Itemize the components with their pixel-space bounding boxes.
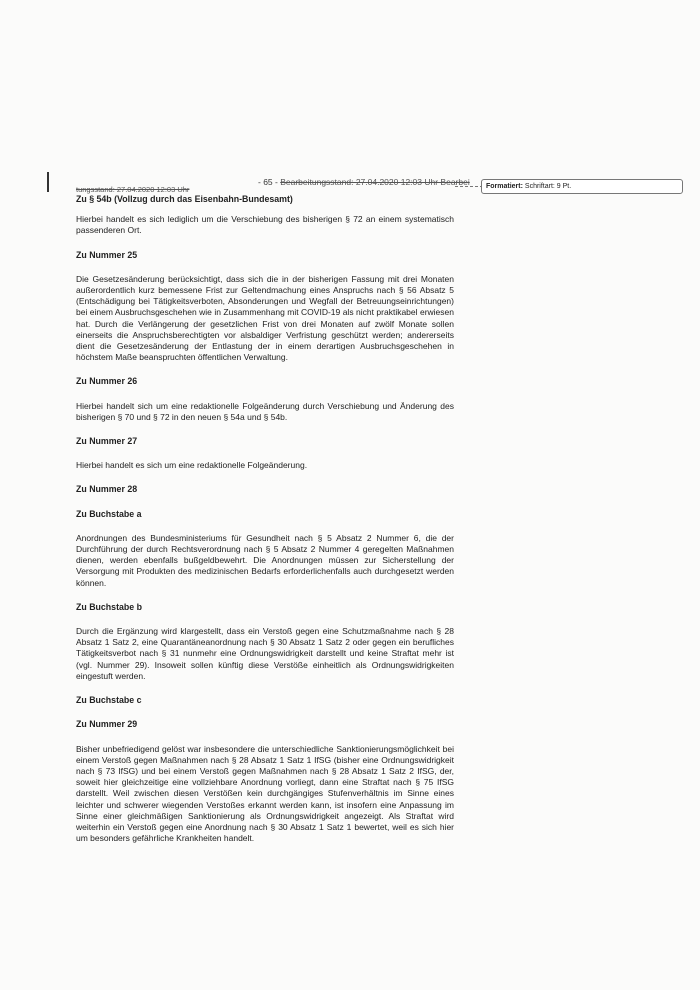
comment-connector-line [455, 186, 483, 187]
section-heading: Zu § 54b (Vollzug durch das Eisenbahn-Bundesamt) [76, 194, 293, 204]
section-heading: Zu Nummer 29 [76, 719, 138, 730]
comment-label: Formatiert: [486, 183, 523, 190]
revision-change-bar [47, 172, 49, 192]
section-heading: Zu Buchstabe a [76, 508, 142, 519]
deleted-revision-stamp: Bearbeitungsstand: 27.04.2020 12:03 Uhr Bearbei [280, 177, 470, 187]
paragraph: Anordnungen des Bundesministeriums für Gesundheit nach § 5 Absatz 2 Nummer 6, die der Durchführung der durch Rechtsverordnung nach § 5 Absatz 2 Nummer 4 geregelten Maßnahmen dienen, werden ebenfalls bußgeldbewehrt. Die Anordnungen müssen zur Sicherstellung der Versorgung mit Produkten des medizinischen Bedarfs erforderlichenfalls auch durchgesetzt werden können. [76, 532, 454, 588]
deleted-header-text: tungsstand: 27.04.2020 12:03 Uhr [76, 185, 190, 194]
formatting-comment-balloon[interactable] [481, 179, 683, 194]
section-heading: Zu Nummer 28 [76, 484, 138, 495]
page-header [258, 177, 470, 187]
section-heading: Zu Nummer 25 [76, 249, 138, 260]
paragraph: Die Gesetzesänderung berücksichtigt, dass sich die in der bisherigen Fassung mit drei Monaten außerordentlich kurz bemessene Frist zur Geltendmachung eines Anspruchs nach § 56 Absatz 5 (Entschädigung bei Tätigkeitsverboten, Absonderungen und Wegfall der Betreuungseinrichtungen) bei einem Ausbruchsgeschehen wie in Zusammenhang mit COVID-19 als nicht praktikabel erwiesen hat. Durch die Verlängerung der gesetzlichen Frist von drei Monaten auf zwölf Monate sollen einerseits die Anspruchsberechtigten vor alsbaldiger Verfristung geschützt werden; andererseits dient die Gesetzesänderung der Entlastung der in einem derartigen Ausbruchsgeschehen in höchstem Maße beanspruchten öffentlichen Verwaltung. [76, 273, 454, 363]
document-body [76, 194, 454, 844]
comment-value: Schriftart: 9 Pt. [522, 183, 572, 190]
section-heading: Zu Buchstabe c [76, 695, 142, 706]
paragraph: Bisher unbefriedigend gelöst war insbesondere die unterschiedliche Sanktionierungsmöglichkeit bei einem Verstoß gegen Maßnahmen nach § 28 Absatz 1 Satz 1 IfSG (bisher eine Ordnungswidrigkeit nach § 73 IfSG) und bei einem Verstoß gegen Maßnahmen nach § 28 Absatz 1 Satz 2 IfSG, der, soweit hier gleichzeitige eine vollziehbare Anordnung vorliegt, dann eine Straftat nach § 75 IfSG darstellt. Weil zwischen diesen Verstößen kein durchgängiges Stufenverhältnis im Sinne eines leichter und schwerer wiegenden Verstoßes erkannt werden kann, ist insofern eine Anpassung im Sinne einer gleichmäßigen Sanktionierung als Ordnungswidrigkeit angezeigt. Als Straftat wird weiterhin ein Verstoß gegen eine Anordnung nach § 30 Absatz 1 Satz 1 bewertet, weil es sich hier um besonders gefährliche Krankheiten handelt. [76, 743, 454, 844]
page-number: - 65 - [258, 177, 278, 187]
paragraph: Hierbei handelt es sich um eine redaktionelle Folgeänderung. [76, 460, 308, 471]
paragraph: Hierbei handelt es sich lediglich um die Verschiebung des bisherigen § 72 an einem systematisch passenderen Ort. [76, 214, 454, 236]
section-heading: Zu Buchstabe b [76, 601, 142, 612]
section-heading: Zu Nummer 26 [76, 376, 138, 387]
paragraph: Hierbei handelt sich um eine redaktionelle Folgeänderung durch Verschiebung und Änderung des bisherigen § 70 und § 72 in den neuen § 54a und § 54b. [76, 400, 454, 422]
paragraph: Durch die Ergänzung wird klargestellt, dass ein Verstoß gegen eine Schutzmaßnahme nach § 28 Absatz 1 Satz 2, eine Quarantäneanordnung nach § 30 Absatz 1 Satz 2 oder gegen ein berufliches Tätigkeitsverbot nach § 31 nunmehr eine Ordnungswidrigkeit darstellt und keine Straftat mehr ist (vgl. Nummer 29). Insoweit sollen künftig diese Verstöße einheitlich als Ordnungswidrigkeiten eingestuft werden. [76, 626, 454, 681]
section-heading: Zu Nummer 27 [76, 436, 138, 447]
